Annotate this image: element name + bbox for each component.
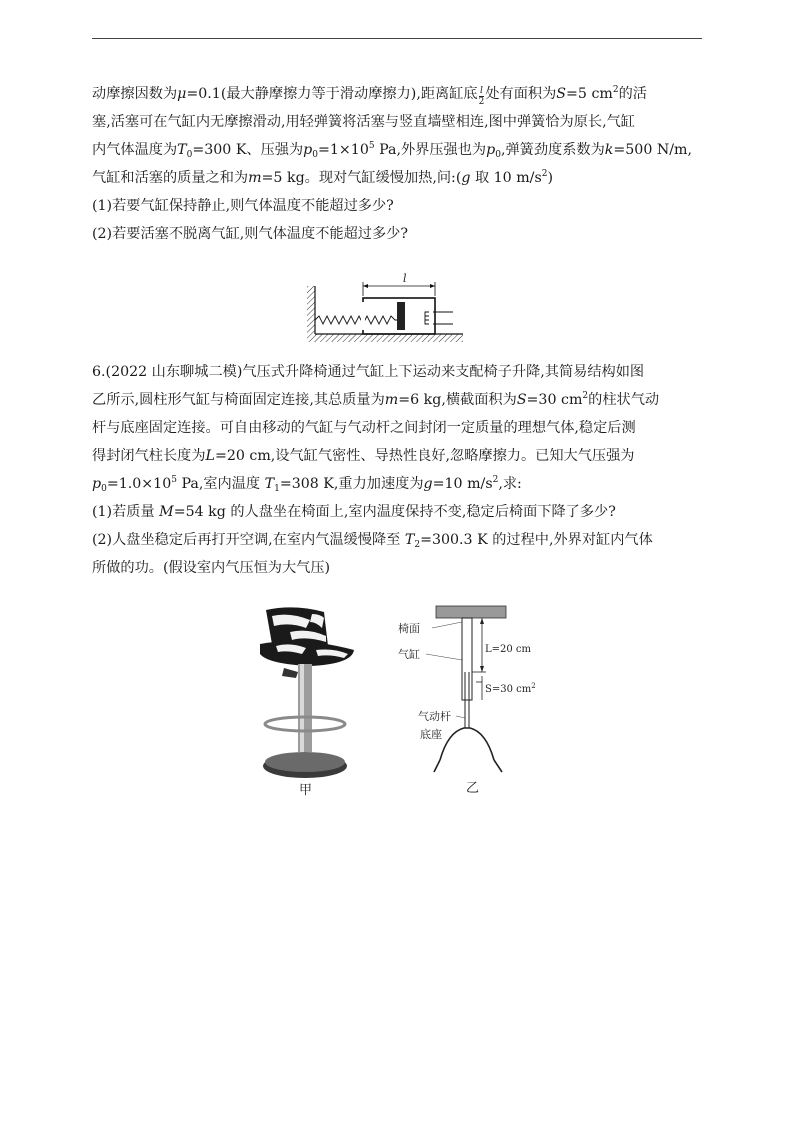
p5-figure-svg: [305, 272, 465, 344]
var-mu: μ: [177, 86, 187, 102]
p6-line-3: 杆与底座固定连接。可自由移动的气缸与气动杆之间封闭一定质量的理想气体,稳定后测: [92, 420, 636, 436]
var-L: L: [205, 448, 215, 464]
text: 处有面积为: [485, 86, 557, 102]
superscript: 5: [368, 141, 375, 151]
label-rod: 气动杆: [418, 710, 451, 723]
text: 取 10 m/s: [470, 170, 542, 186]
piston: [397, 302, 405, 330]
text: (2)人盘坐稳定后再打开空调,在室内气温缓慢降至: [92, 532, 405, 548]
text: Pa,外界压强也为: [374, 142, 487, 158]
text: ,弹簧劲度系数为: [500, 142, 605, 158]
p6-line-4: [92, 442, 706, 470]
text: 的活: [618, 86, 647, 102]
superscript: 2: [612, 85, 619, 95]
text: =300.3 K 的过程中,外界对缸内气体: [420, 532, 653, 548]
dim-L-arrow-bottom: [480, 666, 484, 672]
text: 动摩擦因数为: [92, 86, 178, 102]
stool-lever: [282, 668, 298, 678]
text: =6 kg,横截面积为: [398, 392, 517, 408]
cylinder-opening: [361, 302, 365, 330]
text: (1)若质量: [92, 504, 160, 520]
superscript: 2: [541, 169, 548, 179]
subscript: 0: [495, 150, 501, 160]
problem-6: [92, 358, 706, 582]
arrow-right: [430, 284, 435, 288]
label-S: [485, 682, 536, 695]
label-base: 底座: [420, 728, 442, 741]
superscript: 2: [582, 391, 589, 401]
subscript: 1: [274, 484, 280, 494]
var-p: p: [92, 476, 102, 492]
text: 气缸和活塞的质量之和为: [92, 170, 249, 186]
text: =5 kg。现对气缸缓慢加热,问:(: [261, 170, 462, 186]
figure-jia-stool: [250, 606, 362, 798]
text: 的柱状气动: [588, 392, 660, 408]
label-S-exp: 2: [531, 682, 536, 690]
figure-yi-structure: [390, 600, 570, 800]
cylinder: [462, 618, 472, 700]
dim-L-arrow-top: [480, 618, 484, 624]
var-p: p: [486, 142, 496, 158]
p5-question-1: (1)若要气缸保持静止,则气体温度不能超过多少?: [92, 198, 394, 214]
heater-coil: [425, 312, 429, 324]
subscript: 0: [186, 150, 193, 160]
var-k: k: [604, 142, 614, 158]
structure-svg: [390, 600, 570, 800]
subscript: 2: [414, 540, 421, 550]
var-m: m: [384, 392, 399, 408]
document-body: [92, 80, 706, 248]
text: =20 cm,设气缸气密性、导热性良好,忽略摩擦力。已知大气压强为: [214, 448, 635, 464]
var-T: T: [264, 476, 275, 492]
var-g: g: [423, 476, 433, 492]
label-seat: 椅面: [398, 622, 420, 635]
frac-num: l: [480, 86, 483, 96]
label-S-text: S=30 cm: [485, 684, 532, 695]
fraction-l-over-2: [479, 86, 485, 107]
text: ,求:: [498, 476, 522, 492]
text: =300 K、压强为: [192, 142, 304, 158]
var-p: p: [303, 142, 313, 158]
var-T: T: [404, 532, 415, 548]
text: 内气体温度为: [92, 142, 178, 158]
var-S: S: [556, 86, 567, 102]
arrow-left: [363, 284, 368, 288]
subscript: 0: [101, 484, 107, 494]
wall-hatch: [307, 286, 315, 342]
var-g: g: [461, 170, 471, 186]
p6-question-2-cont: 所做的功。(假设室内气压恒为大气压): [92, 560, 331, 576]
text: ): [547, 170, 554, 186]
var-m: m: [248, 170, 262, 186]
leader-cylinder: [426, 654, 462, 660]
p5-figure-cylinder-spring: [305, 272, 465, 344]
p6-line-1: 6.(2022 山东聊城二模)气压式升降椅通过气缸上下运动来支配椅子升降,其简易结构如图: [92, 364, 645, 380]
spring: [315, 316, 397, 324]
var-T: T: [177, 142, 187, 158]
frac-den: 2: [478, 97, 485, 107]
p5-line-2: 塞,活塞可在气缸内无摩擦滑动,用轻弹簧将活塞与竖直墙壁相连,图中弹簧恰为原长,气缸: [92, 114, 635, 130]
stool-column-highlight: [300, 664, 304, 752]
caption-yi: 乙: [466, 781, 480, 796]
p6-question-2: [92, 526, 706, 554]
text: =308 K,重力加速度为: [279, 476, 424, 492]
p6-line-2: [92, 386, 706, 414]
p6-line-5: [92, 470, 706, 498]
superscript: 5: [171, 475, 177, 485]
leader-rod: [456, 716, 465, 718]
caption-jia: 甲: [299, 783, 313, 798]
base-arch: [440, 728, 494, 760]
stool-base-top: [265, 752, 345, 772]
var-M: M: [159, 504, 174, 520]
text: =5 cm: [566, 86, 613, 102]
dimension-label: l: [403, 272, 407, 285]
base-leg-right: [494, 760, 502, 772]
subscript: 0: [312, 150, 318, 160]
text: =500 N/m,: [613, 142, 693, 158]
header-rule: [92, 38, 702, 39]
text: =10 m/s: [432, 476, 493, 492]
text: =1.0×10: [106, 476, 172, 492]
text: Pa,室内温度: [176, 476, 265, 492]
floor-hatch: [315, 334, 463, 342]
text: =1×10: [318, 142, 369, 158]
stool-backrest: [266, 607, 328, 646]
text: =0.1(最大静摩擦力等于滑动摩擦力),距离缸底: [186, 86, 478, 102]
stool-svg: [250, 606, 362, 798]
var-S: S: [516, 392, 527, 408]
p5-question-2: (2)若要活塞不脱离气缸,则气体温度不能超过多少?: [92, 226, 408, 242]
p5-line-3: [92, 136, 706, 164]
label-L: L=20 cm: [485, 644, 532, 655]
leader-seat: [432, 622, 462, 628]
seat-plate: [436, 606, 506, 618]
superscript: 2: [492, 475, 499, 485]
text: 得封闭气柱长度为: [92, 448, 206, 464]
text: =30 cm: [526, 392, 583, 408]
p6-question-1: [92, 498, 706, 526]
text: =54 kg 的人盘坐在椅面上,室内温度保持不变,稳定后椅面下降了多少?: [173, 504, 616, 520]
p5-line-4: [92, 164, 706, 192]
p5-line-1: [92, 80, 706, 108]
label-cylinder: 气缸: [398, 648, 420, 661]
text: 乙所示,圆柱形气缸与椅面固定连接,其总质量为: [92, 392, 385, 408]
base-leg-left: [434, 760, 440, 772]
